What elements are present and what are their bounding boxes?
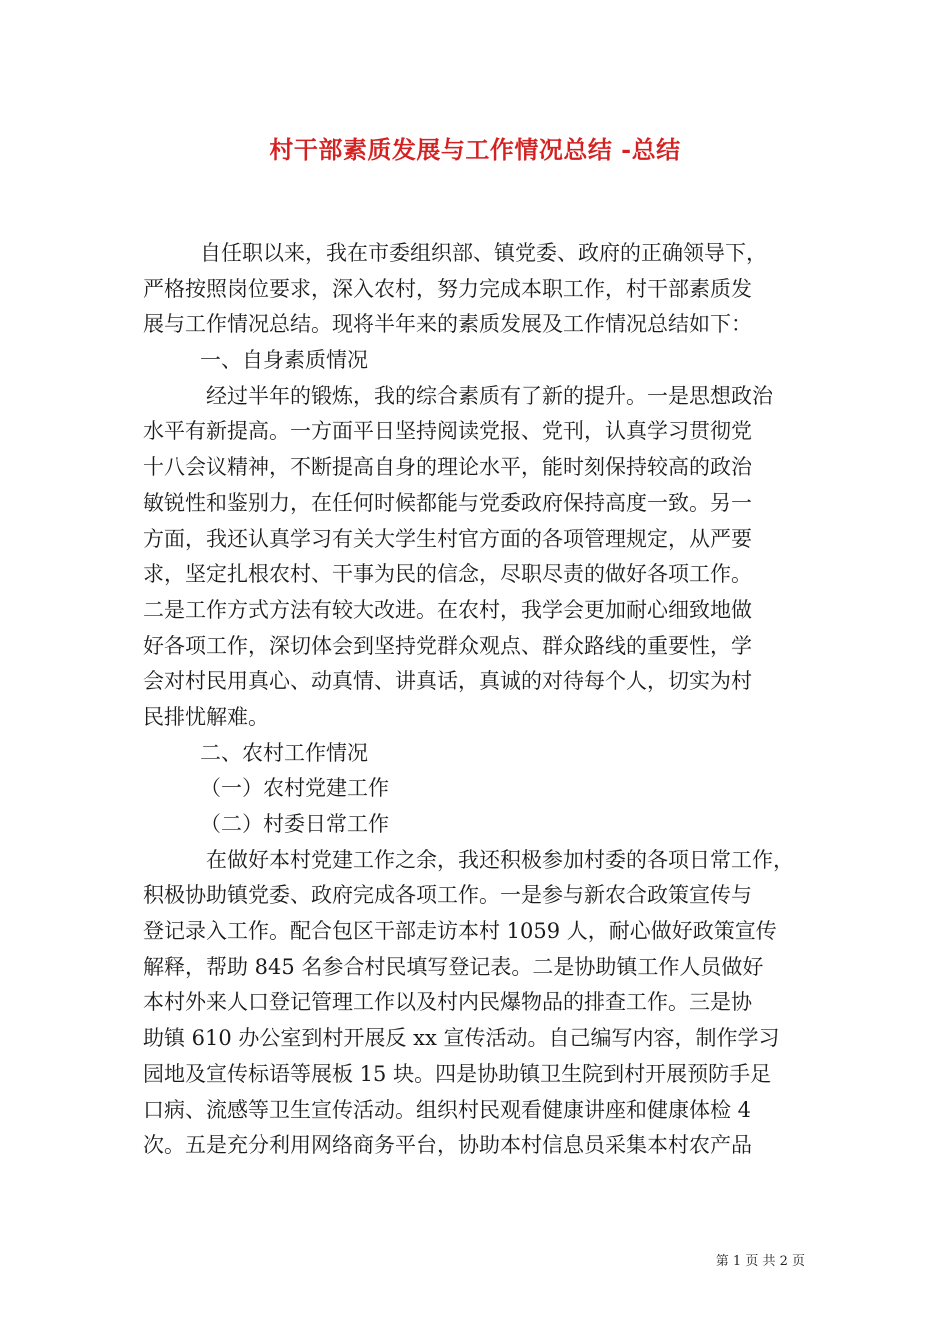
text-line: 严格按照岗位要求，深入农村，努力完成本职工作，村干部素质发 (143, 276, 752, 301)
text-line: 会对村民用真心、动真情、讲真话，真诚的对待每个人，切实为村 (143, 669, 752, 694)
subsection-heading-1: （一）农村党建工作 (200, 776, 389, 801)
text-line: 次。五是充分利用网络商务平台，协助本村信息员采集本村农产品 (143, 1133, 752, 1158)
text-line: 积极协助镇党委、政府完成各项工作。一是参与新农合政策宣传与 (143, 883, 752, 908)
text-line: 经过半年的锻炼，我的综合素质有了新的提升。一是思想政治 (206, 383, 773, 408)
text-line: 展与工作情况总结。现将半年来的素质发展及工作情况总结如下： (143, 312, 752, 337)
text-line: 民排忧解难。 (143, 704, 269, 729)
text-line: 解释，帮助 845 名参合村民填写登记表。二是协助镇工作人员做好 (143, 954, 764, 979)
text-line: 二是工作方式方法有较大改进。在农村，我学会更加耐心细致地做 (143, 597, 752, 622)
text-line: 方面，我还认真学习有关大学生村官方面的各项管理规定，从严要 (143, 526, 752, 551)
page-title: 村干部素质发展与工作情况总结 -总结 (269, 135, 681, 164)
text-line: 十八会议精神，不断提高自身的理论水平，能时刻保持较高的政治 (143, 455, 752, 480)
text-line: 求，坚定扎根农村、干事为民的信念，尽职尽责的做好各项工作。 (143, 562, 752, 587)
text-line: 园地及宣传标语等展板 15 块。四是协助镇卫生院到村开展预防手足 (143, 1061, 772, 1086)
text-line: 自任职以来，我在市委组织部、镇党委、政府的正确领导下， (200, 241, 767, 265)
text-line: 在做好本村党建工作之余，我还积极参加村委的各项日常工作， (206, 847, 794, 872)
text-line: 登记录入工作。配合包区干部走访本村 1059 人，耐心做好政策宣传 (143, 919, 777, 944)
text-line: 口病、流感等卫生宣传活动。组织村民观看健康讲座和健康体检 4 (143, 1097, 752, 1122)
text-line: 水平有新提高。一方面平日坚持阅读党报、党刊，认真学习贯彻党 (143, 419, 752, 444)
text-line: 助镇 610 办公室到村开展反 xx 宣传活动。自己编写内容，制作学习 (143, 1026, 780, 1051)
text-line: 好各项工作，深切体会到坚持党群众观点、群众路线的重要性，学 (143, 633, 752, 658)
text-line: 敏锐性和鉴别力，在任何时候都能与党委政府保持高度一致。另一 (143, 490, 752, 515)
subsection-heading-2: （二）村委日常工作 (200, 812, 389, 836)
text-line: 本村外来人口登记管理工作以及村内民爆物品的排查工作。三是协 (143, 990, 752, 1015)
page-footer: 第 1 页 共 2 页 (715, 1254, 805, 1269)
section-heading-2: 二、农村工作情况 (200, 740, 368, 765)
section-heading-1: 一、自身素质情况 (200, 348, 368, 373)
body-text (143, 236, 811, 1164)
